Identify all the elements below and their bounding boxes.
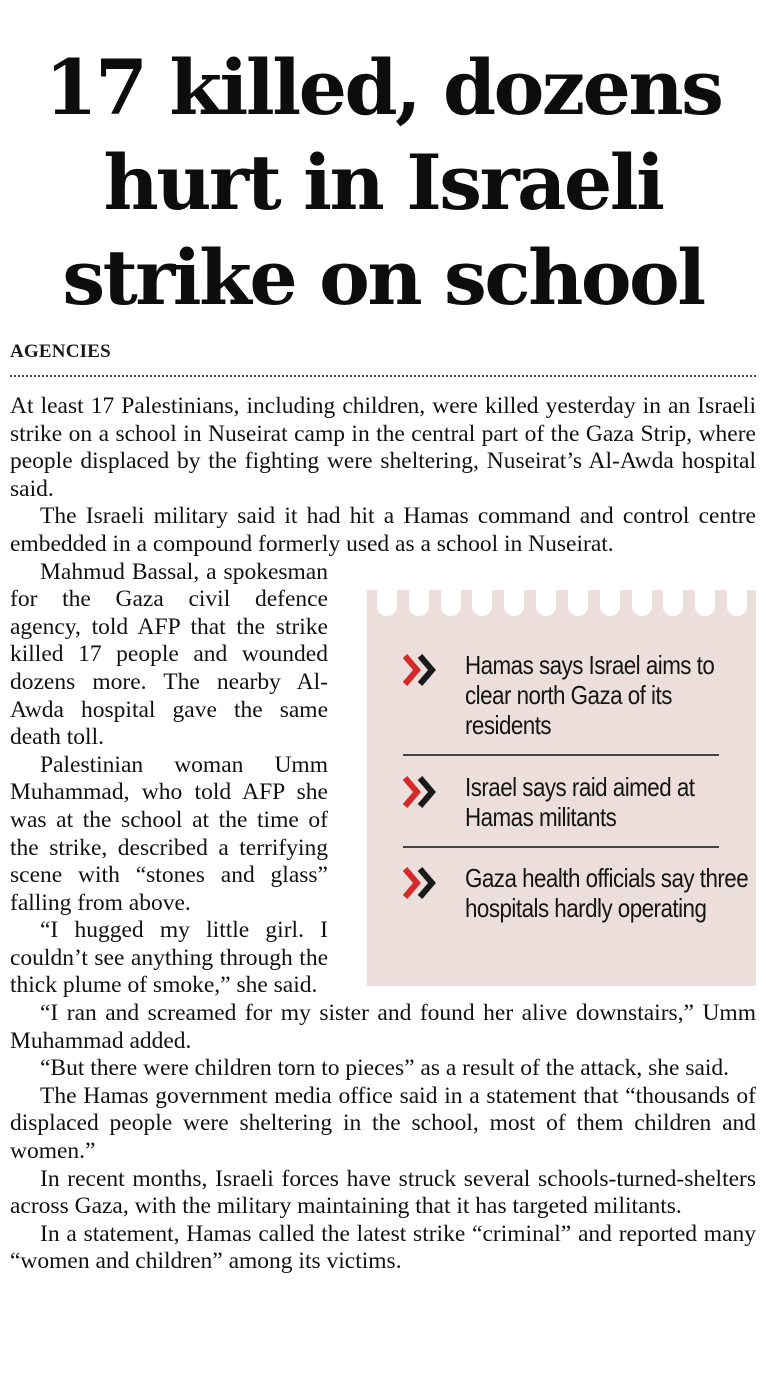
byline-divider [10, 375, 756, 377]
sidebar-separator [403, 846, 719, 848]
headline [10, 40, 756, 325]
paragraph-1: At least 17 Palestinians, including children, were killed yesterday in an Israeli strike on a school in Nuseirat camp in the central part of the Gaza Strip, where people displaced by the fighting were sheltering, Nuseirat’s Al-Awda hospital said. [10, 393, 756, 502]
paragraph-3: Mahmud Bassal, a spokesman for the Gaza civil defence agency, told AFP that the strike killed 17 people and wounded dozens more. The nearby Al-Awda hospital gave the same death toll. [10, 558, 328, 751]
paragraph-4: Palestinian woman Umm Muhammad, who told AFP she was at the school at the time of the strike, described a terrifying scene with “stones and glass” falling from above. [10, 751, 328, 916]
paragraph-10: In a statement, Hamas called the latest strike “criminal” and reported many “women and children” among its victims. [10, 1220, 756, 1275]
sidebar-separator [403, 754, 719, 756]
notepad-holes [377, 590, 747, 616]
double-chevron-right-icon [403, 774, 441, 810]
headline-line-3: strike on school [62, 233, 704, 322]
sidebar-item-text: Hamas says Israel aims to clear north Gaza of its residents [465, 650, 715, 740]
double-chevron-right-icon [403, 865, 441, 901]
paragraph-9: In recent months, Israeli forces have struck several schools-turned-shelters across Gaza, with the military maintaining that it has targeted militants. [10, 1165, 756, 1220]
paragraph-8: The Hamas government media office said in a statement that “thousands of displaced people were sheltering in the school, most of them children and women.” [10, 1082, 756, 1165]
double-chevron-right-icon [403, 652, 441, 688]
paragraph-7: “But there were children torn to pieces” as a result of the attack, she said. [40, 1055, 730, 1082]
paragraph-2: The Israeli military said it had hit a Hamas command and control centre embedded in a compound formerly used as a school in Nuseirat. [10, 503, 756, 557]
sidebar-item-text: Israel says raid aimed at Hamas militants [465, 772, 695, 832]
headline-line-1: 17 killed, dozens [44, 43, 722, 132]
sidebar-notepad [367, 590, 756, 986]
paragraph-6: “I ran and screamed for my sister and found her alive downstairs,” Umm Muhammad added. [10, 1000, 756, 1054]
paragraph-5: “I hugged my little girl. I couldn’t see anything through the thick plume of smoke,” she said. [10, 917, 328, 999]
headline-line-2: hurt in Israeli [103, 138, 663, 227]
sidebar-item-text: Gaza health officials say three hospitals hardly operating [465, 863, 749, 923]
byline: AGENCIES [10, 341, 111, 362]
